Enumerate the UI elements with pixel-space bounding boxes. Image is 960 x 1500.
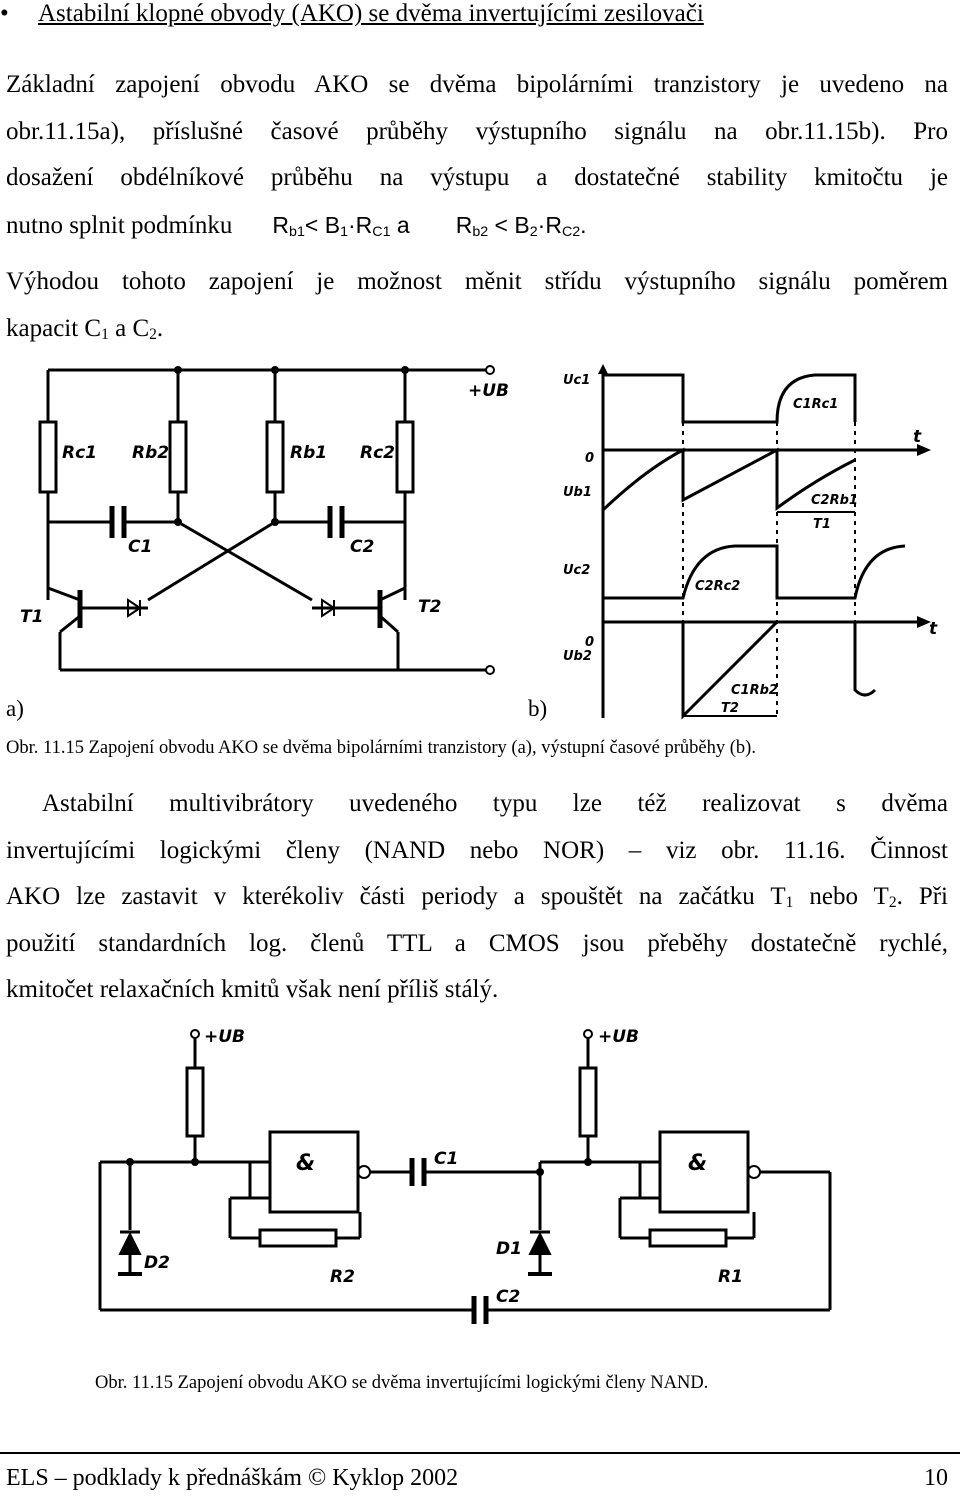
label-tau2: T2 <box>721 701 739 716</box>
label-supply-right: +UB <box>598 1027 640 1047</box>
figure1-caption: Obr. 11.15 Zapojení obvodu AKO se dvěma bipolárními tranzistory (a), výstupní časové průběhy (b). <box>6 738 756 758</box>
label-uc2: Uc2 <box>563 563 591 578</box>
para2-line2: kapacit $C_1$ a $C_2$. <box>6 314 164 343</box>
bullet-icon: • <box>0 0 9 27</box>
label-r1: R1 <box>718 1267 743 1287</box>
resistor-rc2 <box>397 422 413 492</box>
para1-line1: Základní zapojení obvodu AKO se dvěma bipolárními tranzistory je uvedeno na <box>6 71 948 98</box>
label-ub1: Ub1 <box>563 485 592 500</box>
figure-waveforms <box>555 360 960 730</box>
label-d1: D1 <box>496 1239 522 1259</box>
label-gate-right: & <box>688 1151 708 1176</box>
resistor-rb1 <box>267 422 283 492</box>
label-c1rc1: C1Rc1 <box>793 397 839 412</box>
paragraph-logic-gates <box>6 781 948 1014</box>
heading-text: Astabilní klopné obvody (AKO) se dvěma invertujícími zesilovači <box>38 0 704 27</box>
label-zero-2: 0 <box>585 635 595 650</box>
para1-line2: obr.11.15a), příslušné časové průběhy výstupního signálu na obr.11.15b). Pro <box>6 117 948 145</box>
label-d2: D2 <box>144 1253 170 1273</box>
label-t1: T1 <box>20 607 44 627</box>
label-c1-nand: C1 <box>434 1149 459 1169</box>
label-rb2: Rb2 <box>132 443 170 463</box>
label-tau1: T1 <box>813 517 831 532</box>
footer-divider <box>0 1452 960 1454</box>
para3-line5: kmitočet relaxačních kmitů však není příliš stálý. <box>6 976 499 1003</box>
label-c2: C2 <box>350 537 375 557</box>
figure-nand-circuit <box>100 1020 860 1340</box>
label-t-axis-1: t <box>913 427 922 447</box>
resistor-pullup-left <box>187 1068 203 1136</box>
label-supply: +UB <box>468 381 510 401</box>
label-zero-1: 0 <box>585 451 595 466</box>
figure2-caption: Obr. 11.15 Zapojení obvodu AKO se dvěma invertujícími logickými členy NAND. <box>95 1373 709 1393</box>
resistor-r1 <box>650 1230 726 1246</box>
label-c1rb2: C1Rb2 <box>731 683 778 698</box>
para3-line3: AKO lze zastavit v kterékoliv části periody a spouštět na začátku $T_1$ nebo $T_2$. Při <box>6 883 948 911</box>
paragraph-advantage <box>6 259 948 352</box>
page-number: 10 <box>924 1465 948 1491</box>
paragraph-intro <box>6 62 948 249</box>
label-rc2: Rc2 <box>360 443 395 463</box>
resistor-rb2 <box>170 422 186 492</box>
label-c2rc2: C2Rc2 <box>695 579 741 594</box>
section-heading <box>0 0 704 28</box>
label-uc1: Uc1 <box>563 373 591 388</box>
para1-line3: dosažení obdélníkové průběhu na výstupu a dostatečné stability kmitočtu je <box>6 164 948 191</box>
para3-line4: použití standardních log. členů TTL a CMOS jsou přeběhy dostatečně rychlé, <box>6 929 948 957</box>
resistor-r2 <box>260 1230 336 1246</box>
label-c2rb1: C2Rb1 <box>811 493 858 508</box>
figure-label-a: a) <box>6 696 24 721</box>
figure-label-b: b) <box>528 696 548 721</box>
label-r2: R2 <box>330 1267 355 1287</box>
resistor-rc1 <box>40 422 56 492</box>
para1-line4 <box>6 202 948 250</box>
label-c2-nand: C2 <box>496 1287 521 1307</box>
condition-1: $R_{b1}< B_1\cdot R_{C1}$ a <box>272 211 410 240</box>
label-rc1: Rc1 <box>62 443 97 463</box>
condition-lead: nutno splnit podmínku <box>6 211 233 239</box>
label-t-axis-2: t <box>929 619 938 639</box>
label-supply-left: +UB <box>204 1027 246 1047</box>
resistor-pullup-right <box>580 1068 596 1136</box>
label-ub2: Ub2 <box>563 649 592 664</box>
label-gate-left: & <box>296 1151 316 1176</box>
condition-2: $R_{b2} < B_2\cdot R_{C2}$. <box>455 211 587 240</box>
para2-line1: Výhodou tohoto zapojení je možnost měnit střídu výstupního signálu poměrem <box>6 268 948 295</box>
para3-line1: Astabilní multivibrátory uvedeného typu lze též realizovat s dvěma <box>42 790 948 817</box>
footer-text: ELS – podklady k přednáškám © Kyklop 2002 <box>6 1465 459 1491</box>
figure-transistor-circuit <box>0 360 520 700</box>
label-rb1: Rb1 <box>290 443 328 463</box>
para3-line2: invertujícími logickými členy (NAND nebo NOR) – viz obr. 11.16. Činnost <box>6 836 948 864</box>
label-t2: T2 <box>418 597 442 617</box>
label-c1: C1 <box>128 537 153 557</box>
